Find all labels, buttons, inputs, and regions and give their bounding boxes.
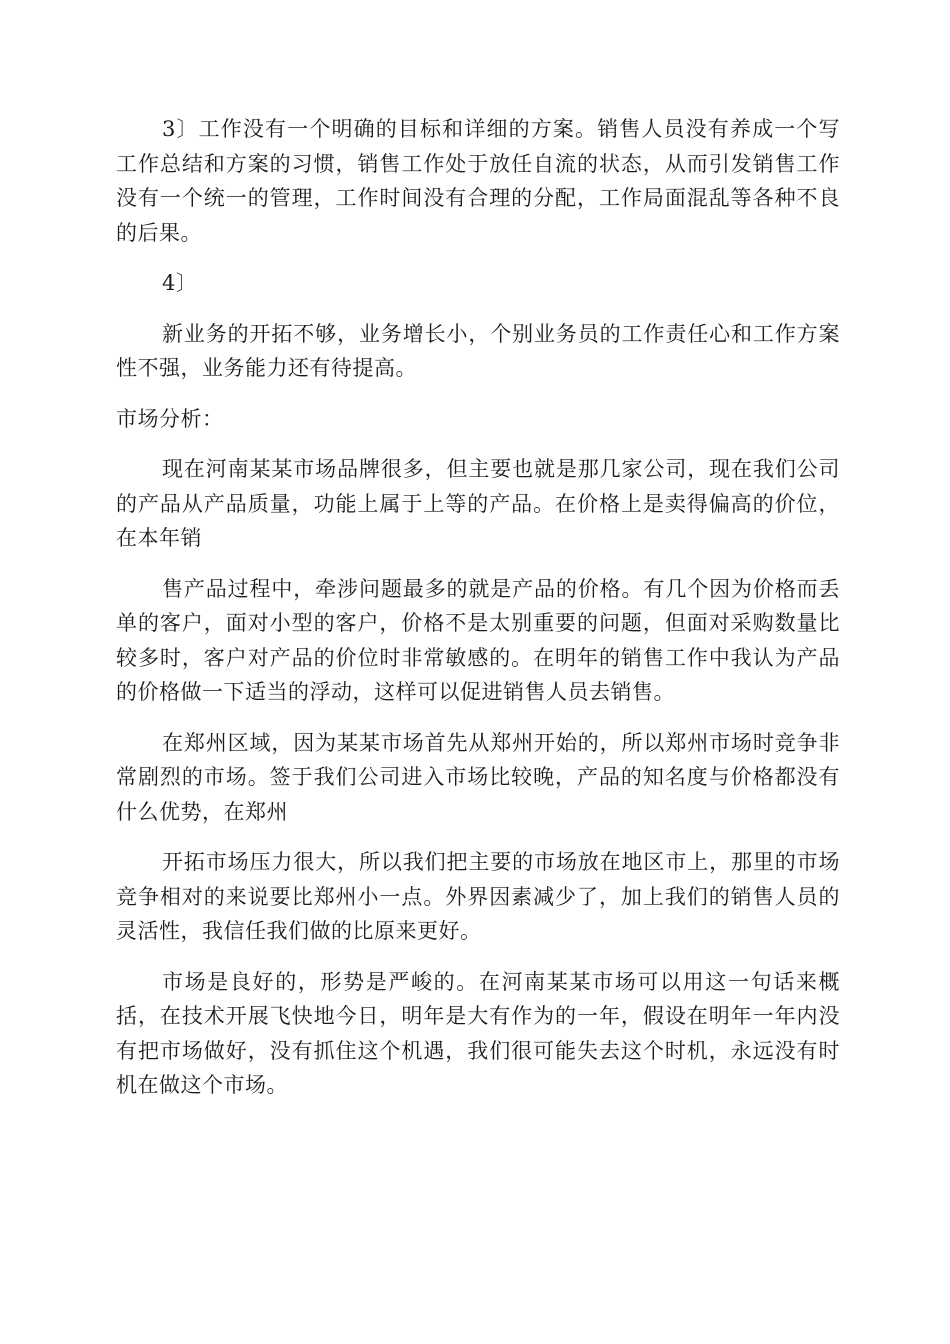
paragraph-regional-markets: 开拓市场压力很大，所以我们把主要的市场放在地区市上，那里的市场竞争相对的来说要比郑州小一点。外界因素减少了，加上我们的销售人员的灵活性，我信任我们做的比原来更好。: [116, 850, 840, 943]
paragraph-item-3: 3〕工作没有一个明确的目标和详细的方案。销售人员没有养成一个写工作总结和方案的习惯，销售工作处于放任自流的状态，从而引发销售工作没有一个统一的管理，工作时间没有合理的分配，工作局面混乱等各种不良的后果。: [116, 117, 840, 245]
section-heading-market-analysis: 市场分析：: [116, 406, 224, 431]
paragraph-new-business: 新业务的开拓不够，业务增长小，个别业务员的工作责任心和工作方案性不强，业务能力还有待提高。: [116, 321, 840, 380]
paragraph-outlook: 市场是良好的，形势是严峻的。在河南某某市场可以用这一句话来概括，在技术开展飞快地今日，明年是大有作为的一年，假设在明年一年内没有把市场做好，没有抓住这个机遇，我们很可能失去这个时机，永远没有时机在做这个市场。: [116, 969, 840, 1097]
paragraph-zhengzhou: 在郑州区域，因为某某市场首先从郑州开始的，所以郑州市场时竞争非常剧烈的市场。签于我们公司进入市场比较晚，产品的知名度与价格都没有什么优势，在郑州: [116, 730, 840, 824]
paragraph-pricing: 售产品过程中，牵涉问题最多的就是产品的价格。有几个因为价格而丢单的客户，面对小型的客户，价格不是太别重要的问题，但面对采购数量比较多时，客户对产品的价位时非常敏感的。在明年的销售工作中我认为产品的价格做一下适当的浮动，这样可以促进销售人员去销售。: [116, 576, 840, 704]
document-body: [116, 112, 840, 1119]
paragraph-item-4-label: 4〕: [162, 271, 198, 295]
paragraph-market-brands: 现在河南某某市场品牌很多，但主要也就是那几家公司，现在我们公司的产品从产品质量，功能上属于上等的产品。在价格上是卖得偏高的价位，在本年销: [116, 457, 840, 550]
